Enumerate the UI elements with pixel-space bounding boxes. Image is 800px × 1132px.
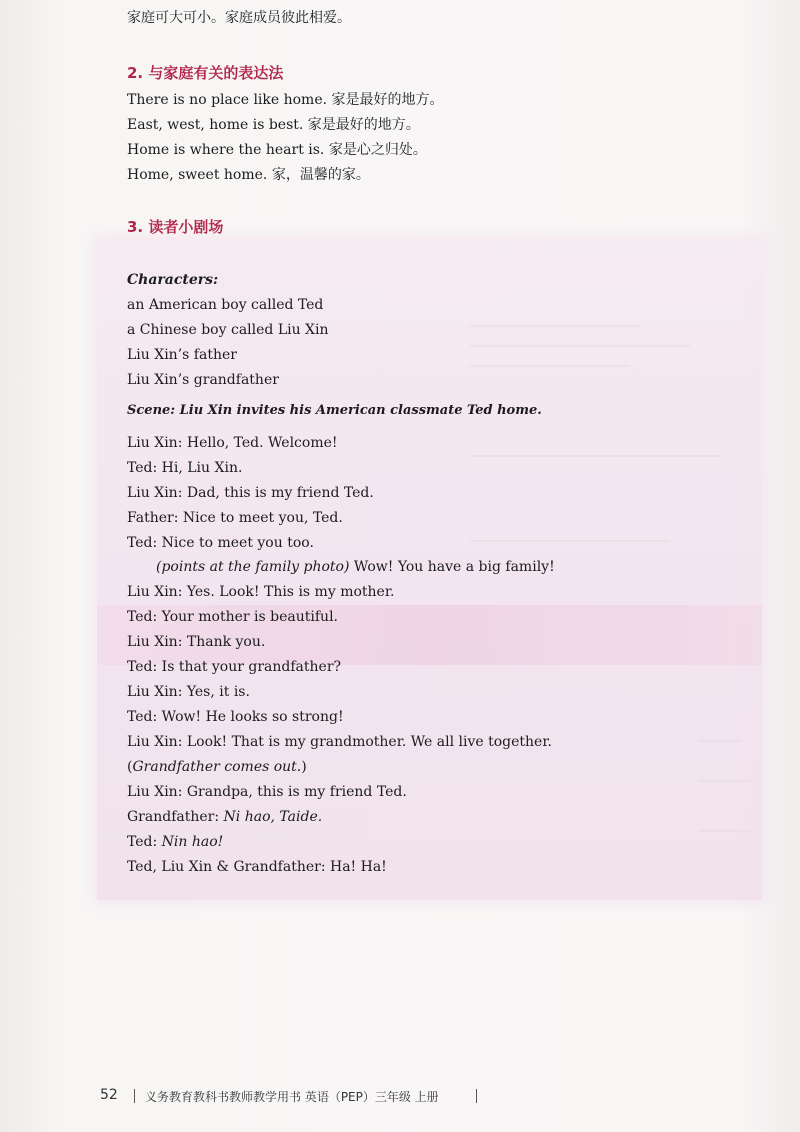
bleed-through-line [470,455,720,457]
section3-heading: 3. 读者小剧场 [127,218,224,236]
footer-divider [134,1089,135,1103]
dialogue-line [127,758,307,776]
scene-description: Scene: Liu Xin invites his American classmate Ted home. [127,403,542,418]
dialogue-line [127,833,223,851]
bleed-through-line [470,345,690,347]
character-item: Liu Xin’s grandfather [127,372,279,388]
dialogue-line: Liu Xin: Yes, it is. [127,684,250,700]
speaker: Grandfather: [127,809,224,825]
dialogue-line: Liu Xin: Thank you. [127,634,266,650]
character-item: a Chinese boy called Liu Xin [127,322,329,338]
bleed-through-line [470,325,640,327]
characters-title: Characters: [127,272,219,288]
paren: ) [301,759,307,775]
bleed-through-line [700,780,750,782]
page-number: 52 [100,1087,118,1103]
bleed-through-line [700,830,750,832]
dialogue-text: Wow! You have a big family! [349,559,555,575]
expression-line: There is no place like home. 家是最好的地方。 [127,92,444,108]
expression-line: Home, sweet home. 家，温馨的家。 [127,167,370,183]
dialogue-line: Ted, Liu Xin & Grandfather: Ha! Ha! [127,859,387,875]
dialogue-line: Ted: Nice to meet you too. [127,535,314,551]
speaker: Ted: [127,834,162,850]
bleed-through-line [470,365,630,367]
dialogue-line: Liu Xin: Yes. Look! This is my mother. [127,584,395,600]
dialogue-line [127,808,322,826]
top-line: 家庭可大可小。家庭成员彼此相爱。 [127,10,351,26]
character-item: Liu Xin’s father [127,347,237,363]
section2-heading: 2. 与家庭有关的表达法 [127,64,284,82]
dialogue-line: Liu Xin: Dad, this is my friend Ted. [127,485,374,501]
dialogue-line: Ted: Your mother is beautiful. [127,609,339,625]
expression-line: East, west, home is best. 家是最好的地方。 [127,117,420,133]
footer-divider [476,1089,477,1103]
dialogue-line: Ted: Is that your grandfather? [127,659,342,675]
dialogue-line: Liu Xin: Look! That is my grandmother. We all live together. [127,734,552,750]
pinyin-text: Nin hao! [161,834,224,850]
bleed-through-line [470,540,670,542]
pinyin-text: Ni hao, Taide. [223,809,323,825]
dialogue-line: Father: Nice to meet you, Ted. [127,510,343,526]
bleed-through-line [700,740,740,742]
dialogue-line: Liu Xin: Hello, Ted. Welcome! [127,435,338,451]
dialogue-line: Liu Xin: Grandpa, this is my friend Ted. [127,784,407,800]
dialogue-line [156,558,555,576]
character-item: an American boy called Ted [127,297,324,313]
dialogue-line: Ted: Wow! He looks so strong! [127,709,344,725]
stage-direction: (points at the family photo) [156,559,350,575]
dialogue-line: Ted: Hi, Liu Xin. [127,460,243,476]
expression-line: Home is where the heart is. 家是心之归处。 [127,142,427,158]
paren: ( [127,759,133,775]
stage-direction: Grandfather comes out. [132,759,302,775]
footer-book-title: 义务教育教科书教师教学用书 英语（PEP）三年级 上册 [145,1090,439,1104]
